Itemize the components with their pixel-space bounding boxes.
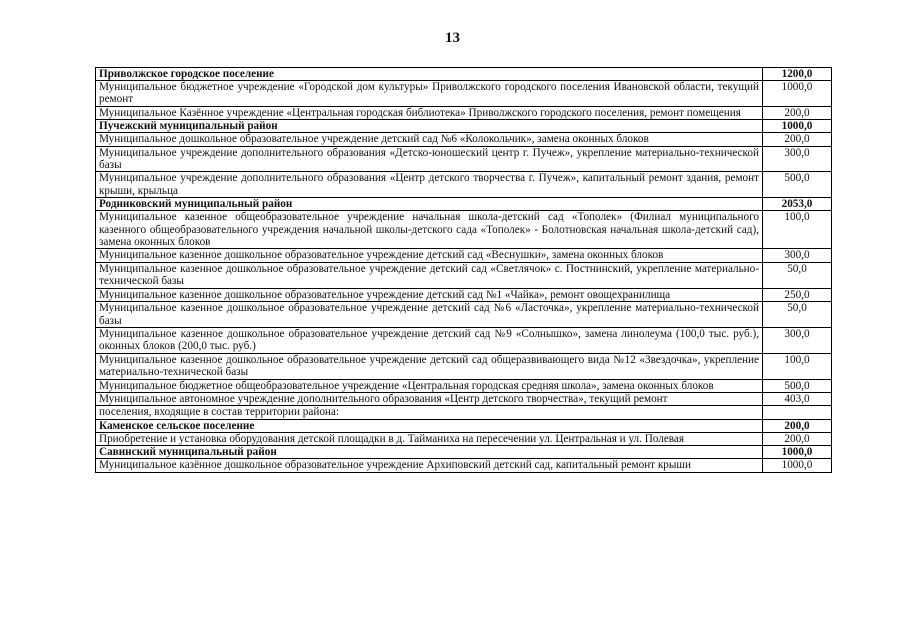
allocation-row (96, 288, 832, 301)
allocation-row (96, 432, 832, 445)
recipient-description: Муниципальное казенное дошкольное образовательное учреждение детский сад №9 «Солнышко», замена линолеума (100,0 тыс. руб.), оконных блоков (200,0 тыс. руб.) (96, 327, 763, 353)
allocation-amount: 300,0 (763, 146, 832, 172)
allocation-row (96, 379, 832, 392)
allocation-row (96, 211, 832, 249)
allocation-amount: 1000,0 (763, 81, 832, 107)
allocation-amount: 200,0 (763, 133, 832, 146)
allocation-row (96, 133, 832, 146)
allocation-amount: 100,0 (763, 353, 832, 379)
allocation-amount: 300,0 (763, 249, 832, 262)
allocation-amount: 403,0 (763, 392, 832, 405)
recipient-description: Муниципальное казенное дошкольное образовательное учреждение детский сад «Веснушки», замена оконных блоков (96, 249, 763, 262)
allocation-row (96, 146, 832, 172)
allocation-row (96, 81, 832, 107)
district-name: Родниковский муниципальный район (96, 198, 763, 211)
allocation-amount: 500,0 (763, 172, 832, 198)
recipient-description: Муниципальное казенное дошкольное образовательное учреждение детский сад «Светлячок» с. Постнинский, укрепление материально-технической базы (96, 262, 763, 288)
allocation-amount: 50,0 (763, 302, 832, 328)
district-total: 2053,0 (763, 198, 832, 211)
note-row (96, 406, 832, 419)
recipient-description: Приобретение и установка оборудования детской площадки в д. Тайманиха на пересечении ул. Центральная и ул. Полевая (96, 432, 763, 445)
recipient-description: Муниципальное казенное дошкольное образовательное учреждение детский сад №1 «Чайка», ремонт овощехранилища (96, 288, 763, 301)
allocation-amount: 500,0 (763, 379, 832, 392)
district-total: 1000,0 (763, 446, 832, 459)
allocation-amount: 200,0 (763, 432, 832, 445)
district-header-row (96, 419, 832, 432)
allocation-amount: 250,0 (763, 288, 832, 301)
district-total: 1000,0 (763, 120, 832, 133)
allocation-row (96, 106, 832, 119)
district-total: 1200,0 (763, 68, 832, 81)
allocation-row (96, 249, 832, 262)
recipient-description: Муниципальное казенное дошкольное образовательное учреждение детский сад №6 «Ласточка», укрепление материально-технической базы (96, 302, 763, 328)
recipient-description: Муниципальное дошкольное образовательное учреждение детский сад №6 «Колокольчик», замена оконных блоков (96, 133, 763, 146)
allocation-row (96, 172, 832, 198)
allocation-row (96, 262, 832, 288)
recipient-description: Муниципальное бюджетное общеобразовательное учреждение «Центральная городская средняя школа», замена оконных блоков (96, 379, 763, 392)
allocation-amount: 1000,0 (763, 459, 832, 472)
recipient-description: Муниципальное бюджетное учреждение «Городской дом культуры» Приволжского городского поселения Ивановской области, текущий ремонт (96, 81, 763, 107)
recipient-description: поселения, входящие в состав территории района: (96, 406, 763, 419)
allocation-amount: 50,0 (763, 262, 832, 288)
district-name: Каменское сельское поселение (96, 419, 763, 432)
allocation-row (96, 302, 832, 328)
allocation-amount: 300,0 (763, 327, 832, 353)
district-name: Савинский муниципальный район (96, 446, 763, 459)
recipient-description: Муниципальное Казённое учреждение «Центральная городская библиотека» Приволжского городского поселения, ремонт помещения (96, 106, 763, 119)
allocation-table (95, 67, 832, 473)
allocation-row (96, 459, 832, 472)
district-name: Приволжское городское поселение (96, 68, 763, 81)
recipient-description: Муниципальное казенное общеобразовательное учреждение начальная школа-детский сад «Тополек» (Филиал муниципального казенного общеобразовательного учреждения начальной школы-детского сада «Тополек» - Болотновская начальная школа-детский сад), замена оконных блоков (96, 211, 763, 249)
recipient-description: Муниципальное казённое дошкольное образовательное учреждение Архиповский детский сад, капитальный ремонт крыши (96, 459, 763, 472)
allocation-row (96, 353, 832, 379)
district-header-row (96, 68, 832, 81)
allocation-table-body (96, 68, 832, 473)
recipient-description: Муниципальное казенное дошкольное образовательное учреждение детский сад общеразвивающего вида №12 «Звездочка», укрепление материально-технической базы (96, 353, 763, 379)
allocation-amount: 200,0 (763, 106, 832, 119)
allocation-amount: 100,0 (763, 211, 832, 249)
district-total: 200,0 (763, 419, 832, 432)
recipient-description: Муниципальное учреждение дополнительного образования «Центр детского творчества г. Пучеж», капитальный ремонт здания, ремонт крыши, крыльца (96, 172, 763, 198)
district-name: Пучежский муниципальный район (96, 120, 763, 133)
allocation-row (96, 327, 832, 353)
allocation-amount (763, 406, 832, 419)
district-header-row (96, 198, 832, 211)
recipient-description: Муниципальное автономное учреждение дополнительного образования «Центр детского творчества», текущий ремонт (96, 392, 763, 405)
district-header-row (96, 120, 832, 133)
district-header-row (96, 446, 832, 459)
allocation-row (96, 392, 832, 405)
recipient-description: Муниципальное учреждение дополнительного образования «Детско-юношеский центр г. Пучеж», укрепление материально-технической базы (96, 146, 763, 172)
page-number: 13 (445, 30, 460, 46)
